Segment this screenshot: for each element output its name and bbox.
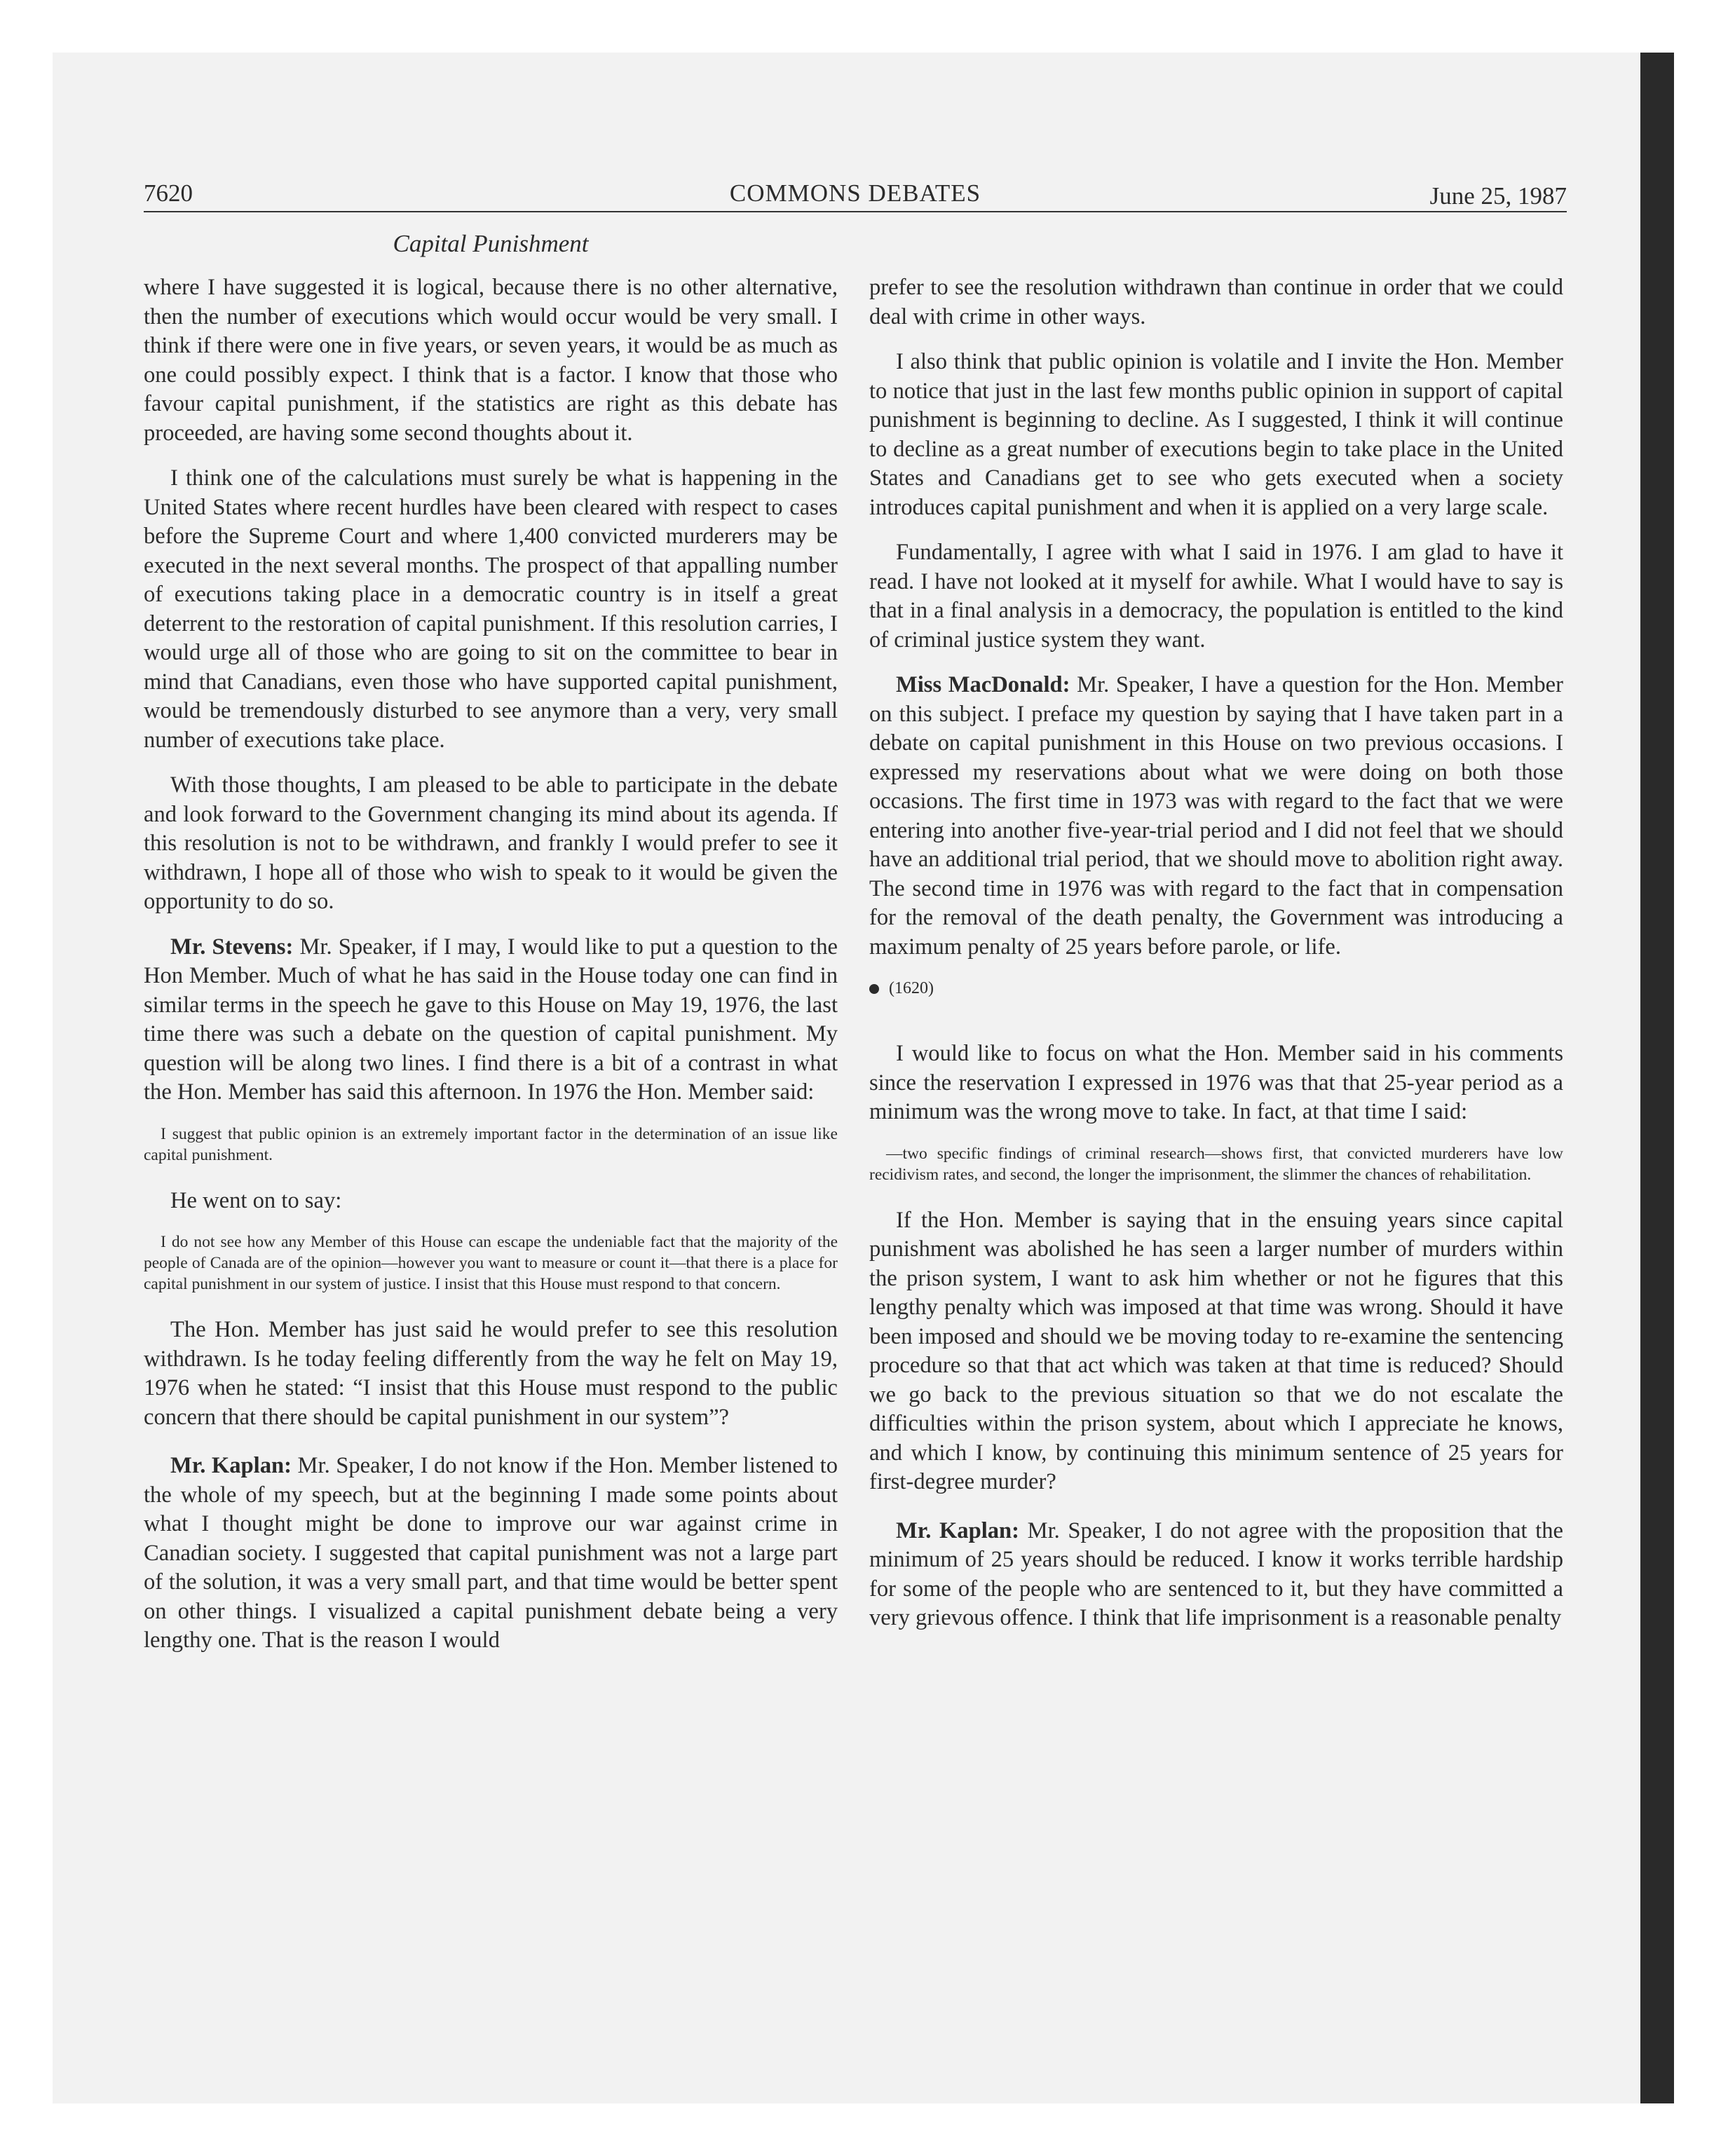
speech-paragraph — [869, 1517, 1563, 1633]
block-quote: I suggest that public opinion is an extremely important factor in the determination of an issue like capital punishment. — [144, 1124, 838, 1164]
speech-text: Mr. Speaker, I have a question for the Hon. Member on this subject. I preface my question by saying that I have taken part in a debate on capital punishment in this House on two previous occasions. I expressed my reservations about what we were doing on both those occasions. The first time in 1973 was with regard to the fact that we were entering into another five-year-trial period and I did not feel that we should have an additional trial period, that we should move to abolition right away. The second time in 1976 was with regard to the fact that in compensation for the removal of the death penalty, the Government was introducing a maximum penalty of 25 years before parole, or life. — [869, 672, 1563, 960]
block-quote: —two specific findings of criminal research—shows first, that convicted murderers have low recidivism rates, and second, the longer the imprisonment, the slimmer the chances of rehabilitation. — [869, 1144, 1563, 1184]
paragraph: If the Hon. Member is saying that in the ensuing years since capital punishment was abolished he has seen a larger number of murders within the prison system, I want to ask him whether or not he figures that this lengthy penalty which was imposed at that time was wrong. Should it have been imposed and should we be moving today to re-examine the sentencing procedure so that that act which was taken at that time is reduced? Should we go back to the previous situation so that we do not escalate the difficulties within the prison system, about which I appreciate he knows, and which I know, by continuing this minimum sentence of 25 years for first-degree murder? — [869, 1207, 1563, 1494]
speaker-name: Mr. Kaplan: — [170, 1453, 292, 1478]
page-date: June 25, 1987 — [1429, 182, 1567, 210]
paragraph: I also think that public opinion is volatile and I invite the Hon. Member to notice that just in the last few months public opinion in support of capital punishment is beginning to decline. As I suggested, I think it will continue to decline as a great number of executions begin to take place in the United States and Canadians get to see who gets executed when a society introduces capital punishment and when it is applied on a very large scale. — [869, 349, 1563, 520]
bullet-dot-icon — [869, 984, 879, 994]
speaker-name: Mr. Kaplan: — [896, 1517, 1020, 1543]
right-column — [869, 273, 1563, 1649]
paragraph: With those thoughts, I am pleased to be able to participate in the debate and look forward to the Government changing its mind about its agenda. If this resolution is not to be withdrawn, and frankly I would prefer to see it withdrawn, I hope all of those who wish to speak to it would be given the opportunity to do so. — [144, 772, 838, 914]
time-marker — [869, 978, 1563, 999]
left-column — [144, 273, 838, 1672]
section-title: Capital Punishment — [393, 230, 589, 257]
speech-paragraph — [144, 933, 838, 1107]
page-number: 7620 — [144, 179, 193, 207]
paragraph: I think one of the calculations must surely be what is happening in the United States where recent hurdles have been cleared with respect to cases before the Supreme Court and where 1,400 convicted murderers may be executed in the next several months. The prospect of that appalling number of executions taking place in a democratic country is in itself a great deterrent to the restoration of capital punishment. If this resolution carries, I would urge all of those who are going to sit on the committee to bear in mind that Canadians, even those who have supported capital punishment, would be tremendously disturbed to see anymore than a very, very small number of executions take place. — [144, 465, 838, 753]
speech-text: Mr. Speaker, if I may, I would like to put a question to the Hon Member. Much of what he has said in the House today one can find in similar terms in the speech he gave to this House on May 19, 1976, the last time there was such a debate on the question of capital punishment. My question will be along two lines. I find there is a bit of a contrast in what the Hon. Member has said this afternoon. In 1976 the Hon. Member said: — [144, 934, 838, 1105]
paragraph: Fundamentally, I agree with what I said in 1976. I am glad to have it read. I have not looked at it myself for awhile. What I would have to say is that in a final analysis in a democracy, the population is entitled to the kind of criminal justice system they want. — [869, 540, 1563, 653]
time-marker-label: (1620) — [889, 979, 934, 997]
paragraph: prefer to see the resolution withdrawn than continue in order that we could deal with crime in other ways. — [869, 275, 1563, 329]
speech-text: Mr. Speaker, I do not know if the Hon. Member listened to the whole of my speech, but at the beginning I made some points about what I thought might be done to improve our war against crime in Canadian society. I suggested that capital punishment was not a large part of the solution, it was a very small part, and that time would be better spent on other things. I visualized a capital punishment debate being a very lengthy one. That is the reason I would — [144, 1453, 838, 1653]
speaker-name: Miss MacDonald: — [896, 672, 1070, 697]
scan-edge-shadow — [1640, 53, 1674, 2103]
speech-paragraph — [869, 671, 1563, 962]
paragraph: He went on to say: — [170, 1187, 342, 1213]
speech-paragraph — [144, 1452, 838, 1656]
block-quote: I do not see how any Member of this House can escape the undeniable fact that the majority of the people of Canada are of the opinion—however you want to measure or count it—that there is a place for capital punishment in our system of justice. I insist that this House must respond to that concern. — [144, 1233, 838, 1293]
speaker-name: Mr. Stevens: — [170, 934, 294, 960]
speech-text: Mr. Speaker, I do not agree with the proposition that the minimum of 25 years should be reduced. I know it works terrible hardship for some of the people who are sentenced to it, but they have committed a very grievous offence. I think that life imprisonment is a reasonable penalty — [869, 1517, 1563, 1630]
paragraph: The Hon. Member has just said he would prefer to see this resolution withdrawn. Is he today feeling differently from the way he felt on May 19, 1976 when he stated: “I insist that this House must respond to the public concern that there should be capital punishment in our system”? — [144, 1317, 838, 1430]
publication-title: COMMONS DEBATES — [729, 179, 981, 207]
paragraph: where I have suggested it is logical, because there is no other alternative, then the number of executions which would occur would be very small. I think if there were one in five years, or seven years, it would be as much as one could possibly expect. I think that is a factor. I know that those who favour capital punishment, if the statistics are right as this debate has proceeded, are having some second thoughts about it. — [144, 275, 838, 446]
page-header — [144, 177, 1567, 212]
paragraph: I would like to focus on what the Hon. Member said in his comments since the reservation I expressed in 1976 was that that 25-year period as a minimum was the wrong move to take. In fact, at that time I said: — [869, 1041, 1563, 1124]
